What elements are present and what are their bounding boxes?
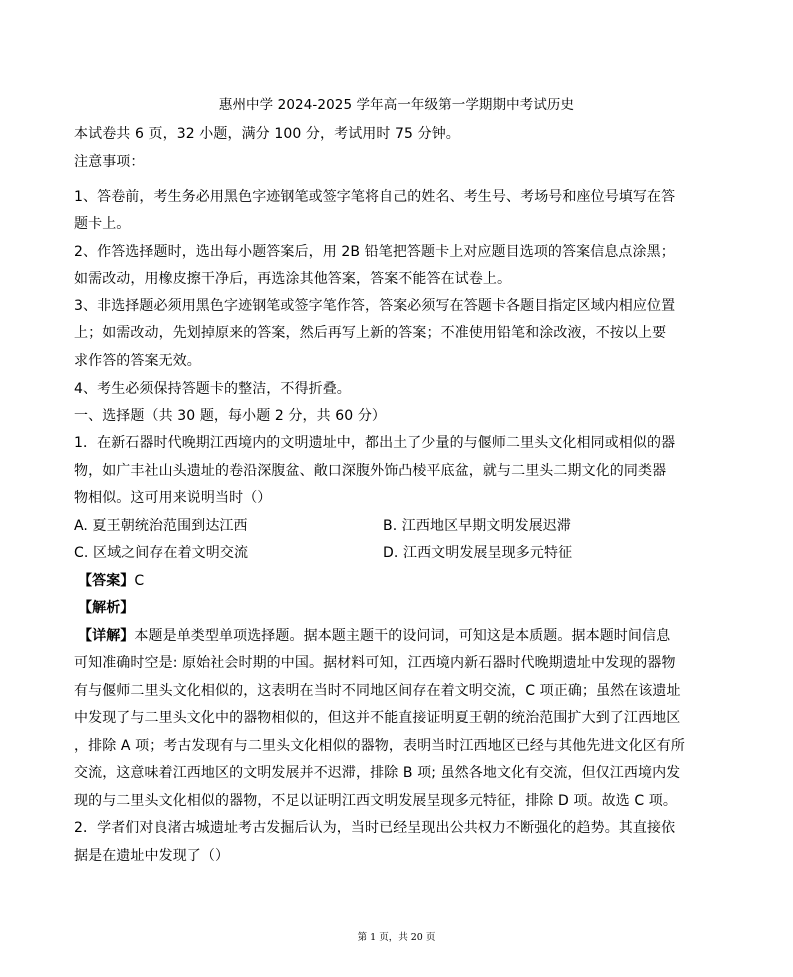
option-d: D. 江西文明发展呈现多元特征 <box>383 545 573 561</box>
notice-line: 如需改动，用橡皮擦干净后，再选涂其他答案，答案不能答在试卷上。 <box>74 271 512 287</box>
question-1-line: 物，如广丰社山头遗址的卷沿深腹盆、敞口深腹外饰凸棱平底盆，就与二里头二期文化的同类器 <box>74 463 667 479</box>
notice-line: 上；如需改动，先划掉原来的答案，然后再写上新的答案；不准使用铅笔和涂改液，不按以上要 <box>74 325 667 341</box>
exam-intro: 本试卷共 6 页，32 小题，满分 100 分，考试用时 75 分钟。 <box>74 126 460 142</box>
detail-line: 有与偃师二里头文化相似的，这表明在当时不同地区间存在着文明交流，C 项正确；虽然在该遗址 <box>74 683 681 699</box>
answer-value: C <box>134 573 145 589</box>
detail-line: 现的与二里头文化相似的器物，不足以证明江西文明发展呈现多元特征，排除 D 项。故选 C 项。 <box>74 793 677 809</box>
detail-line: 可知准确时空是: 原始社会时期的中国。据材料可知，江西境内新石器时代晚期遗址中发现的器物 <box>74 655 676 671</box>
analysis-label: 【解析】 <box>78 600 135 616</box>
detail-line: 中发现了与二里头文化中的器物相似的，但这并不能直接证明夏王朝的统治范围扩大到了江西地区 <box>74 710 681 726</box>
answer-label: 【答案】 <box>78 573 135 589</box>
option-b: B. 江西地区早期文明发展迟滞 <box>383 518 572 534</box>
option-c: C. 区域之间存在着文明交流 <box>74 545 249 561</box>
detail-line <box>78 626 724 646</box>
answer-line <box>78 571 724 591</box>
notice-line: 4、考生必须保持答题卡的整洁，不得折叠。 <box>74 381 351 397</box>
question-1-line: 1．在新石器时代晚期江西境内的文明遗址中，都出土了少量的与偃师二里头文化相同或相似的器 <box>74 435 676 451</box>
notice-heading: 注意事项： <box>74 154 145 170</box>
notice-line: 题卡上。 <box>74 216 131 232</box>
notice-line: 1、答卷前，考生务必用黑色字迹钢笔或签字笔将自己的姓名、考生号、考场号和座位号填写在答 <box>74 189 676 205</box>
question-1-line: 物相似。这可用来说明当时（） <box>74 490 272 506</box>
notice-line: 2、作答选择题时，选出每小题答案后，用 2B 铅笔把答题卡上对应题目选项的答案信息点涂黑； <box>74 244 675 260</box>
page-footer: 第 1 页，共 20 页 <box>357 932 436 943</box>
question-2-line: 据是在遗址中发现了（） <box>74 848 230 864</box>
question-2-line: 2．学者们对良渚古城遗址考古发掘后认为，当时已经呈现出公共权力不断强化的趋势。其直接依 <box>74 820 676 836</box>
detail-text: 本题是单类型单项选择题。据本题主题干的设问词，可知这是本质题。据本题时间信息 <box>134 628 671 644</box>
detail-label: 【详解】 <box>78 628 135 644</box>
document-title: 惠州中学 2024-2025 学年高一年级第一学期期中考试历史 <box>218 97 575 113</box>
detail-line: 交流，这意味着江西地区的文明发展并不迟滞，排除 B 项; 虽然各地文化有交流，但仅江西境内发 <box>74 765 681 781</box>
option-a: A. 夏王朝统治范围到达江西 <box>74 518 248 534</box>
notice-line: 3、非选择题必须用黑色字迹钢笔或签字笔作答，答案必须写在答题卡各题目指定区域内相应位置 <box>74 298 676 314</box>
notice-line: 求作答的答案无效。 <box>74 353 201 369</box>
detail-line: ，排除 A 项；考古发现有与二里头文化相似的器物，表明当时江西地区已经与其他先进文化区有所 <box>74 738 685 754</box>
section-heading: 一、选择题（共 30 题，每小题 2 分，共 60 分） <box>74 408 387 424</box>
